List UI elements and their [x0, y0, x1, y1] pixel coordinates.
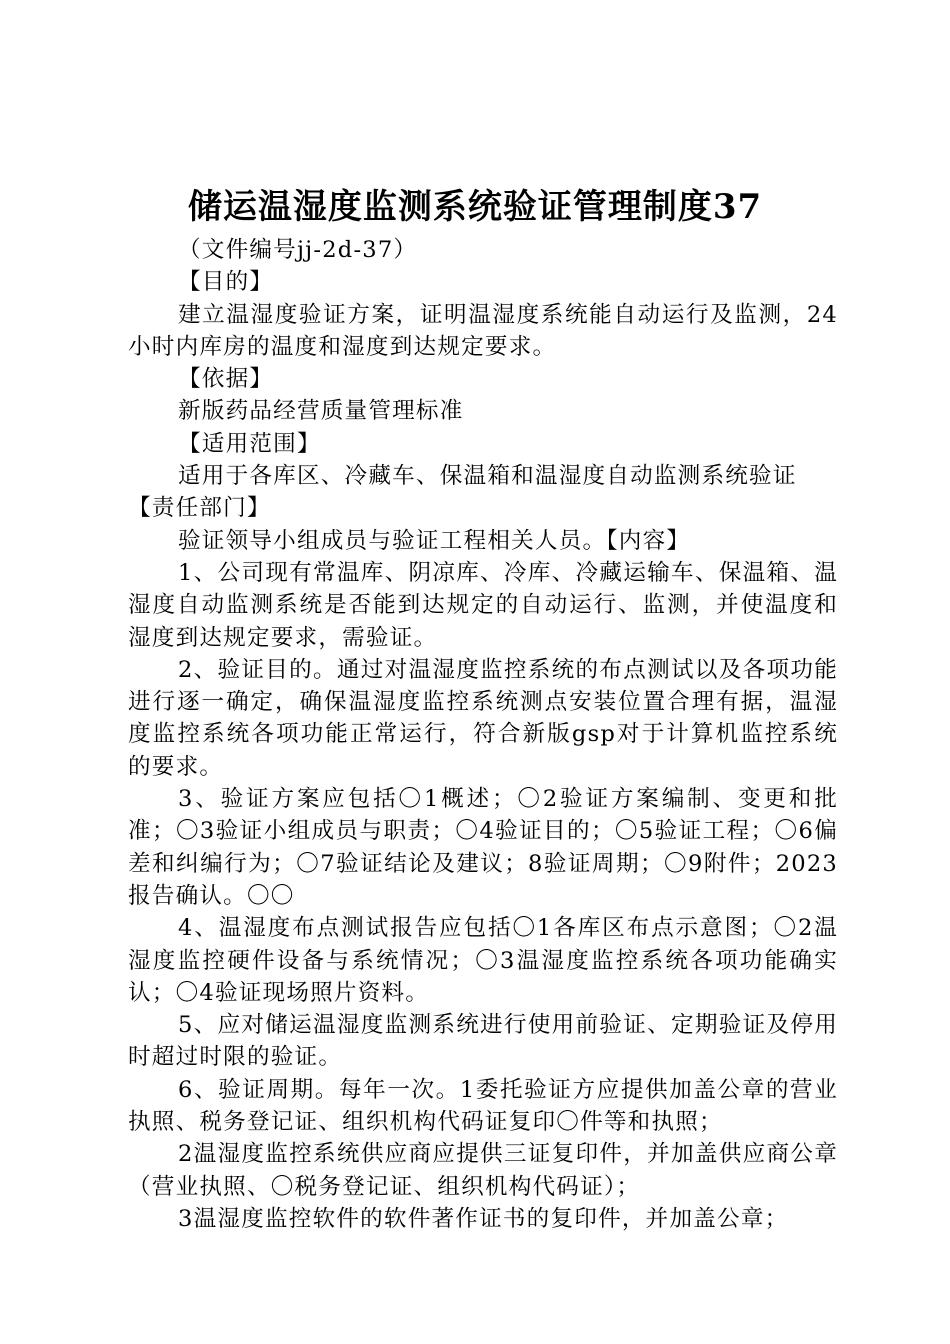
purpose-text: 建立温湿度验证方案，证明温湿度系统能自动运行及监测，24小时内库房的温度和湿度到达规定要求。 [128, 301, 838, 360]
content-item-4: 4、温湿度布点测试报告应包括〇1各库区布点示意图；〇2温湿度监控硬件设备与系统情况；〇3温湿度监控系统各项功能确实认；〇4验证现场照片资料。 [128, 915, 838, 1006]
content-item-1: 1、公司现有常温库、阴凉库、冷库、冷藏运输车、保温箱、温湿度自动监测系统是否能到达规定的自动运行、监测，并使温度和湿度到达规定要求，需验证。 [128, 559, 838, 651]
content-item-6: 6、验证周期。每年一次。1委托验证方应提供加盖公章的营业执照、税务登记证、组织机构代码证复印〇件等和执照； [128, 1076, 838, 1136]
content-subitem-3: 3温湿度监控软件的软件著作证书的复印件，并加盖公章； [178, 1205, 789, 1232]
file-number: （文件编号jj-2d-37） [178, 237, 418, 263]
content-item-5: 5、应对储运温湿度监测系统进行使用前验证、定期验证及停用时超过时限的验证。 [128, 1012, 838, 1071]
section-heading-responsibility: 【责任部门】 [128, 495, 271, 522]
content-item-3: 3、验证方案应包括〇1概述；〇2验证方案编制、变更和批准；〇3验证小组成员与职责；〇4验证目的；〇5验证工程；〇6偏差和纠编行为；〇7验证结论及建议；8验证周期；〇9附件；2023报告确认。〇〇 [128, 786, 838, 909]
basis-text: 新版药品经营质量管理标准 [178, 398, 464, 425]
document-body [128, 234, 838, 1235]
responsibility-text: 验证领导小组成员与验证工程相关人员。【内容】 [178, 527, 691, 554]
section-heading-basis: 【依据】 [178, 366, 274, 393]
content-item-2: 2、验证目的。通过对温湿度监控系统的布点测试以及各项功能进行逐一确定，确保温湿度监控系统测点安装位置合理有据，温湿度监控系统各项功能正常运行，符合新版gsp对于计算机监控系统的要求。 [128, 656, 838, 780]
content-subitem-2: 2温湿度监控系统供应商应提供三证复印件，并加盖供应商公章（营业执照、〇税务登记证、组织机构代码证）； [128, 1141, 838, 1200]
scope-text: 适用于各库区、冷藏车、保温箱和温湿度自动监测系统验证 [178, 463, 797, 490]
section-heading-scope: 【适用范围】 [178, 430, 321, 457]
document-title: 储运温湿度监测系统验证管理制度37 [187, 187, 763, 227]
section-heading-purpose: 【目的】 [178, 269, 274, 296]
